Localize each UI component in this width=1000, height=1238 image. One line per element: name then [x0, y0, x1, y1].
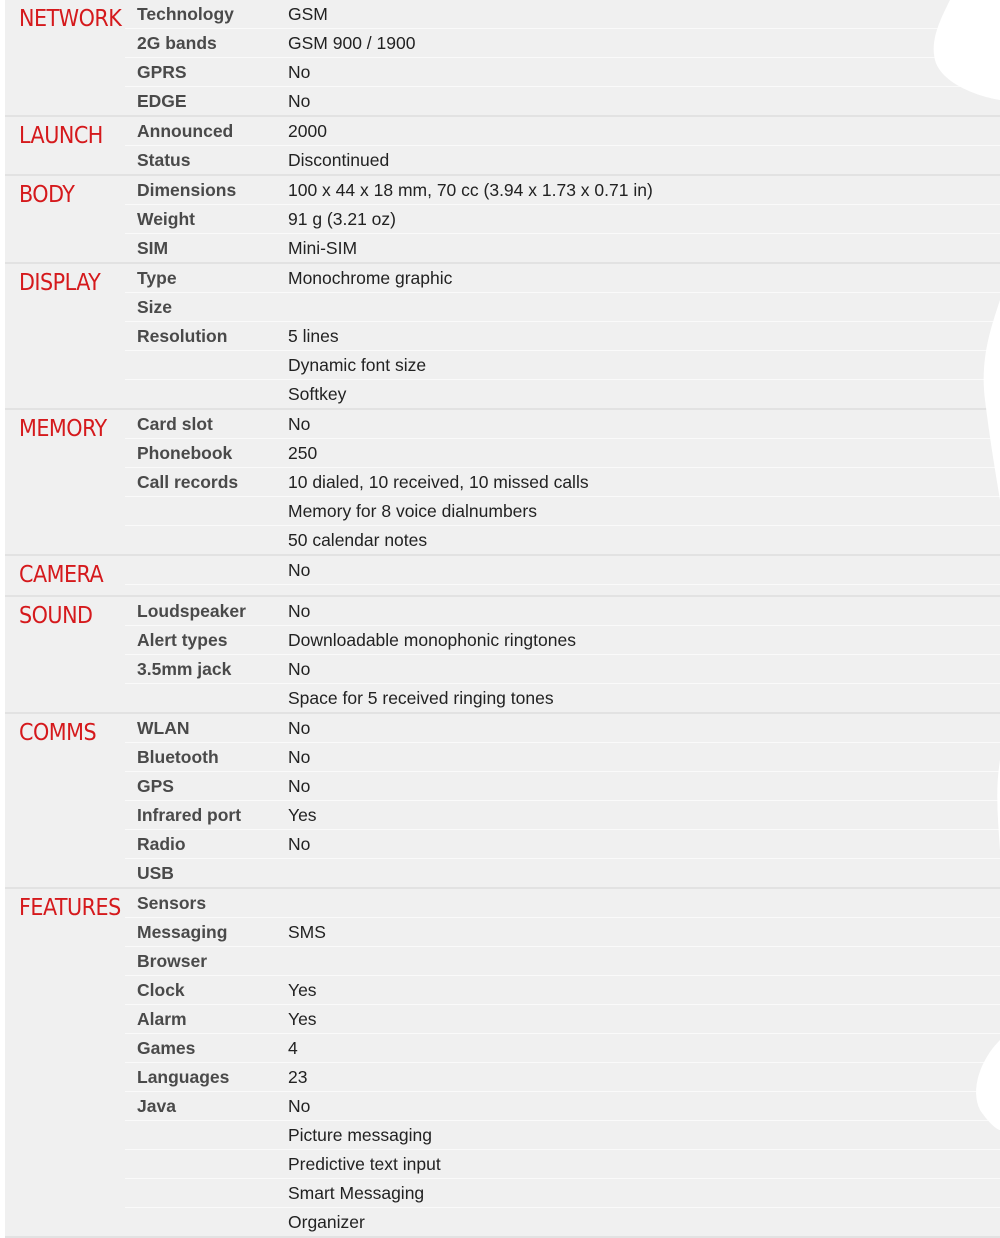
- spec-row: [125, 497, 1000, 526]
- spec-label: Languages: [137, 1067, 230, 1087]
- section-rows: [125, 117, 1000, 174]
- spec-label: Alert types: [137, 630, 228, 650]
- section-title: LAUNCH: [19, 123, 103, 149]
- spec-value: GSM: [288, 4, 328, 24]
- spec-section-features: [5, 889, 1000, 1238]
- spec-label: Messaging: [137, 922, 228, 942]
- spec-label: Status: [137, 150, 191, 170]
- spec-value: GSM 900 / 1900: [288, 33, 416, 53]
- spec-value: 5 lines: [288, 326, 339, 346]
- spec-row: [125, 117, 1000, 146]
- spec-row: [125, 526, 1000, 554]
- spec-value: No: [288, 659, 311, 679]
- spec-row: [125, 1092, 1000, 1121]
- spec-value: Yes: [288, 805, 317, 825]
- spec-section-display: [5, 264, 1000, 410]
- spec-label: Type: [137, 268, 177, 288]
- spec-section-comms: [5, 714, 1000, 889]
- spec-row: [125, 322, 1000, 351]
- spec-label: Call records: [137, 472, 239, 492]
- spec-value: 91 g (3.21 oz): [288, 209, 396, 229]
- spec-label: Size: [137, 297, 173, 317]
- section-title: SOUND: [19, 603, 93, 629]
- spec-label: Phonebook: [137, 443, 233, 463]
- spec-value: 50 calendar notes: [288, 530, 428, 550]
- spec-row: [125, 684, 1000, 712]
- section-rows: [125, 410, 1000, 554]
- spec-label: GPS: [137, 776, 174, 796]
- section-title: MEMORY: [19, 416, 107, 442]
- spec-value: Discontinued: [288, 150, 390, 170]
- section-title: CAMERA: [19, 562, 104, 588]
- section-title: COMMS: [19, 720, 97, 746]
- spec-value: Smart Messaging: [288, 1183, 425, 1203]
- specs-table: [5, 0, 1000, 1238]
- spec-label: [125, 351, 288, 379]
- spec-row: [125, 380, 1000, 408]
- spec-section-sound: [5, 597, 1000, 714]
- spec-row: [125, 351, 1000, 380]
- spec-label: USB: [137, 863, 174, 883]
- spec-label: 2G bands: [137, 33, 217, 53]
- spec-row: [125, 1208, 1000, 1236]
- section-rows: [125, 556, 1000, 595]
- spec-label: 3.5mm jack: [137, 659, 232, 679]
- spec-label: [125, 1150, 288, 1178]
- spec-value: 4: [288, 1038, 298, 1058]
- spec-row: [125, 1150, 1000, 1179]
- spec-label: [125, 556, 288, 584]
- spec-row: [125, 205, 1000, 234]
- spec-label: Technology: [137, 4, 234, 24]
- spec-value: No: [288, 747, 311, 767]
- spec-row: [125, 1034, 1000, 1063]
- spec-label: Java: [137, 1096, 176, 1116]
- spec-value: No: [288, 834, 311, 854]
- spec-row: [125, 264, 1000, 293]
- section-spacer: [125, 585, 1000, 595]
- spec-row: [125, 1121, 1000, 1150]
- spec-row: [125, 58, 1000, 87]
- spec-row: [125, 1005, 1000, 1034]
- spec-value: No: [288, 91, 311, 111]
- spec-row: [125, 1179, 1000, 1208]
- spec-value: 100 x 44 x 18 mm, 70 cc (3.94 x 1.73 x 0.71 in): [288, 180, 653, 200]
- spec-value: Mini-SIM: [288, 238, 358, 258]
- spec-value: Memory for 8 voice dialnumbers: [288, 501, 537, 521]
- spec-section-memory: [5, 410, 1000, 556]
- spec-row: [125, 626, 1000, 655]
- spec-row: [125, 29, 1000, 58]
- spec-value: 250: [288, 443, 318, 463]
- spec-row: [125, 176, 1000, 205]
- spec-value: 10 dialed, 10 received, 10 missed calls: [288, 472, 589, 492]
- spec-label: [125, 497, 288, 525]
- spec-label: [125, 684, 288, 712]
- spec-label: Announced: [137, 121, 234, 141]
- spec-row: [125, 410, 1000, 439]
- spec-row: [125, 234, 1000, 262]
- section-rows: [125, 0, 1000, 115]
- section-rows: [125, 889, 1000, 1236]
- spec-label: Bluetooth: [137, 747, 219, 767]
- spec-row: [125, 772, 1000, 801]
- spec-label: [125, 1208, 288, 1236]
- spec-row: [125, 597, 1000, 626]
- spec-label: Dimensions: [137, 180, 237, 200]
- spec-value: Picture messaging: [288, 1125, 432, 1145]
- section-rows: [125, 597, 1000, 712]
- spec-label: Loudspeaker: [137, 601, 246, 621]
- spec-value: No: [288, 776, 311, 796]
- spec-value: SMS: [288, 922, 326, 942]
- spec-label: WLAN: [137, 718, 190, 738]
- section-title: DISPLAY: [19, 270, 101, 296]
- spec-value: No: [288, 1096, 311, 1116]
- spec-label: Resolution: [137, 326, 228, 346]
- spec-row: [125, 556, 1000, 585]
- spec-label: Sensors: [137, 893, 207, 913]
- spec-value: Yes: [288, 1009, 317, 1029]
- spec-value: No: [288, 718, 311, 738]
- spec-row: [125, 830, 1000, 859]
- spec-label: Alarm: [137, 1009, 187, 1029]
- spec-row: [125, 918, 1000, 947]
- spec-label: SIM: [137, 238, 169, 258]
- section-rows: [125, 264, 1000, 408]
- spec-row: [125, 947, 1000, 976]
- spec-row: [125, 889, 1000, 918]
- spec-row: [125, 859, 1000, 887]
- spec-value: Yes: [288, 980, 317, 1000]
- spec-row: [125, 468, 1000, 497]
- spec-row: [125, 146, 1000, 174]
- section-title: NETWORK: [19, 6, 122, 32]
- spec-label: Radio: [137, 834, 186, 854]
- spec-label: [125, 526, 288, 554]
- spec-label: Games: [137, 1038, 196, 1058]
- spec-value: 23: [288, 1067, 308, 1087]
- spec-value: Monochrome graphic: [288, 268, 453, 288]
- spec-label: Infrared port: [137, 805, 242, 825]
- spec-label: Browser: [137, 951, 208, 971]
- spec-row: [125, 1063, 1000, 1092]
- spec-value: 2000: [288, 121, 327, 141]
- spec-value: No: [288, 414, 311, 434]
- spec-value: Downloadable monophonic ringtones: [288, 630, 576, 650]
- spec-label: [125, 1121, 288, 1149]
- spec-value: Predictive text input: [288, 1154, 441, 1174]
- spec-value: Space for 5 received ringing tones: [288, 688, 554, 708]
- spec-row: [125, 439, 1000, 468]
- spec-value: Organizer: [288, 1212, 365, 1232]
- section-rows: [125, 176, 1000, 262]
- spec-row: [125, 655, 1000, 684]
- spec-label: Clock: [137, 980, 185, 1000]
- section-title: FEATURES: [19, 895, 121, 921]
- spec-label: [125, 380, 288, 408]
- spec-section-body: [5, 176, 1000, 264]
- spec-label: [125, 1179, 288, 1207]
- spec-row: [125, 801, 1000, 830]
- spec-label: Weight: [137, 209, 196, 229]
- spec-row: [125, 293, 1000, 322]
- spec-value: No: [288, 560, 311, 580]
- spec-row: [125, 87, 1000, 115]
- spec-section-camera: [5, 556, 1000, 597]
- spec-value: Dynamic font size: [288, 355, 427, 375]
- spec-label: EDGE: [137, 91, 187, 111]
- spec-row: [125, 714, 1000, 743]
- spec-section-launch: [5, 117, 1000, 176]
- spec-section-network: [5, 0, 1000, 117]
- spec-label: Card slot: [137, 414, 213, 434]
- section-title: BODY: [19, 182, 75, 208]
- spec-row: [125, 743, 1000, 772]
- spec-label: GPRS: [137, 62, 187, 82]
- spec-row: [125, 0, 1000, 29]
- spec-value: No: [288, 601, 311, 621]
- spec-value: No: [288, 62, 311, 82]
- section-rows: [125, 714, 1000, 887]
- spec-row: [125, 976, 1000, 1005]
- spec-value: Softkey: [288, 384, 347, 404]
